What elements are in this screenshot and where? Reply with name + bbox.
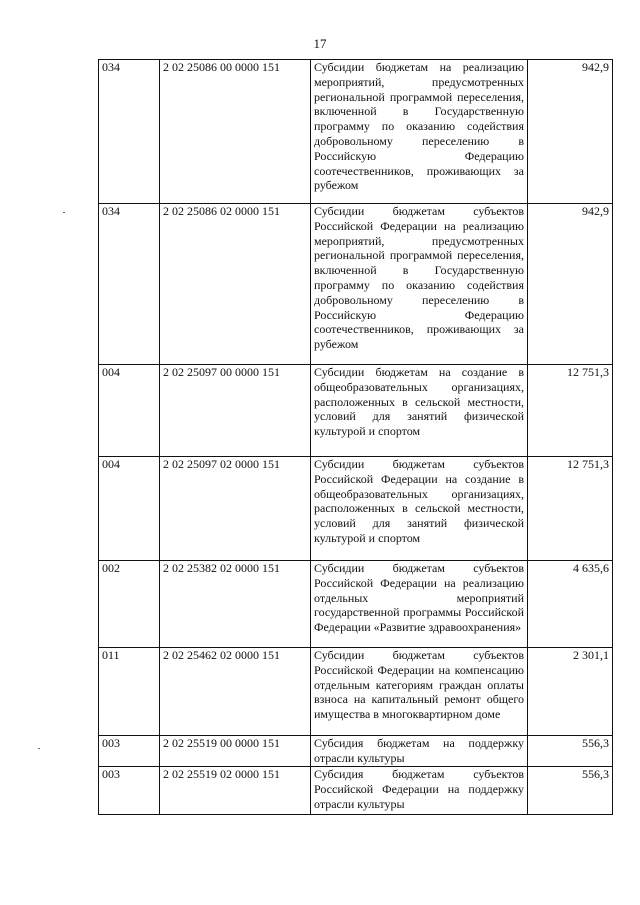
admin-code-cell: 004 <box>99 457 160 561</box>
amount-cell: 4 635,6 <box>528 561 613 648</box>
admin-code-cell: 034 <box>99 204 160 365</box>
admin-code-cell: 003 <box>99 767 160 815</box>
budget-classification-code-cell: 2 02 25097 00 0000 151 <box>160 365 311 457</box>
budget-classification-code-cell: 2 02 25382 02 0000 151 <box>160 561 311 648</box>
amount-cell: 2 301,1 <box>528 648 613 736</box>
amount-cell: 942,9 <box>528 60 613 204</box>
admin-code-cell: 002 <box>99 561 160 648</box>
budget-table <box>98 59 613 815</box>
table-row <box>99 457 613 561</box>
amount-cell: 556,3 <box>528 767 613 815</box>
amount-cell: 556,3 <box>528 736 613 767</box>
revenue-description-cell: Субсидия бюджетам субъектов Российской Федерации на поддержку отрасли культуры <box>311 767 528 815</box>
amount-cell: 12 751,3 <box>528 365 613 457</box>
revenue-description-cell: Субсидии бюджетам субъектов Российской Федерации на создание в общеобразовательных организациях, расположенных в сельской местности, условий для занятий физической культурой и спортом <box>311 457 528 561</box>
budget-classification-code-cell: 2 02 25519 00 0000 151 <box>160 736 311 767</box>
revenue-description-cell: Субсидия бюджетам на поддержку отрасли культуры <box>311 736 528 767</box>
revenue-description-cell: Субсидии бюджетам на создание в общеобразовательных организациях, расположенных в сельской местности, условий для занятий физической культурой и спортом <box>311 365 528 457</box>
budget-classification-code-cell: 2 02 25097 02 0000 151 <box>160 457 311 561</box>
table-row <box>99 561 613 648</box>
table-row <box>99 365 613 457</box>
budget-classification-code-cell: 2 02 25086 00 0000 151 <box>160 60 311 204</box>
table-row <box>99 767 613 815</box>
table-row <box>99 736 613 767</box>
admin-code-cell: 003 <box>99 736 160 767</box>
scan-speck <box>63 212 65 213</box>
scan-speck <box>38 748 40 749</box>
table-row <box>99 60 613 204</box>
page-number: 17 <box>313 36 327 51</box>
budget-classification-code-cell: 2 02 25519 02 0000 151 <box>160 767 311 815</box>
amount-cell: 12 751,3 <box>528 457 613 561</box>
table-row <box>99 204 613 365</box>
admin-code-cell: 011 <box>99 648 160 736</box>
revenue-description-cell: Субсидии бюджетам на реализацию мероприятий, предусмотренных региональной программой переселения, включенной в Государственную программу по оказанию содействия добровольному переселению в Российскую Федерацию соотечественников, проживающих за рубежом <box>311 60 528 204</box>
revenue-description-cell: Субсидии бюджетам субъектов Российской Федерации на компенсацию отдельным категориям граждан оплаты взноса на капитальный ремонт общего имущества в многоквартирном доме <box>311 648 528 736</box>
revenue-description-cell: Субсидии бюджетам субъектов Российской Федерации на реализацию мероприятий, предусмотренных региональной программой переселения, включенной в Государственную программу по оказанию содействия добровольному переселению в Российскую Федерацию соотечественников, проживающих за рубежом <box>311 204 528 365</box>
revenue-description-cell: Субсидии бюджетам субъектов Российской Федерации на реализацию отдельных мероприятий государственной программы Российской Федерации «Развитие здравоохранения» <box>311 561 528 648</box>
table-row <box>99 648 613 736</box>
admin-code-cell: 034 <box>99 60 160 204</box>
budget-classification-code-cell: 2 02 25086 02 0000 151 <box>160 204 311 365</box>
budget-classification-code-cell: 2 02 25462 02 0000 151 <box>160 648 311 736</box>
admin-code-cell: 004 <box>99 365 160 457</box>
amount-cell: 942,9 <box>528 204 613 365</box>
